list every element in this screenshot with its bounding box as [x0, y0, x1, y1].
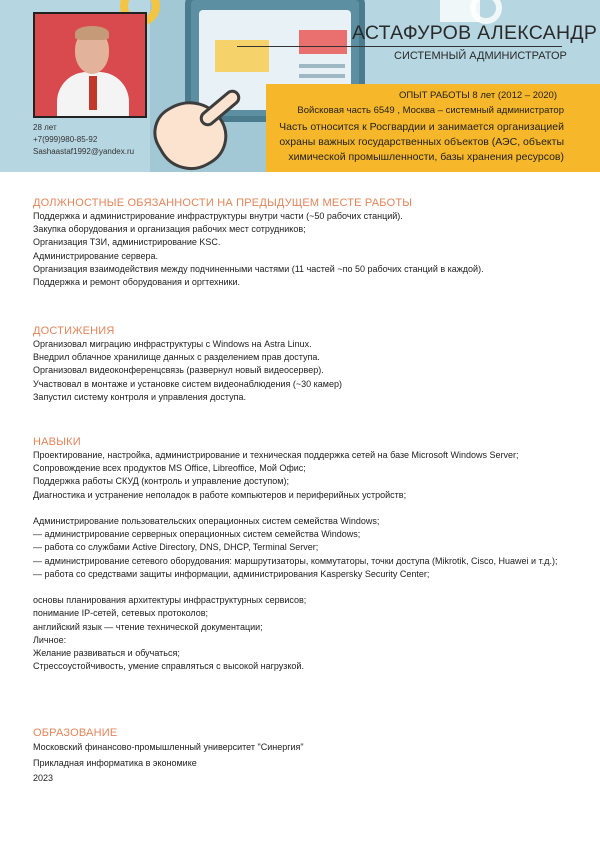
- list-item: Организация взаимодействия между подчиненными частями (11 частей ~по 50 рабочих станций в каждой).: [33, 263, 484, 274]
- list-item: Диагностика и устранение неполадок в работе компьютеров и периферийных устройств;: [33, 489, 407, 500]
- candidate-name: АСТАФУРОВ АЛЕКСАНДР: [352, 22, 598, 44]
- contact-info: [33, 122, 134, 158]
- list-item: Стрессоустойчивость, умение справляться с высокой нагрузкой.: [33, 661, 304, 672]
- list-item: основы планирования архитектуры инфраструктурных сервисов;: [33, 595, 307, 606]
- list-item: Поддержка и администрирование инфраструктуры внутри части (~50 рабочих станций).: [33, 211, 403, 221]
- screen-line: [299, 64, 345, 68]
- name-divider: [237, 46, 562, 47]
- section-title: ДОСТИЖЕНИЯ: [33, 325, 115, 337]
- duties-section: [33, 197, 568, 289]
- profile-photo: [33, 12, 147, 118]
- list-item: Поддержка и ремонт оборудования и оргтехники.: [33, 277, 240, 288]
- section-title: ОБРАЗОВАНИЕ: [33, 727, 118, 739]
- experience-duration: ОПЫТ РАБОТЫ 8 лет (2012 – 2020): [398, 90, 557, 101]
- photo-hair: [75, 26, 109, 40]
- experience-description: Часть относится к Росгвардии и занимается организацией охраны важных государственных объектов (АЭС, объекты химической промышленности, базы хранения ресурсов): [279, 121, 564, 163]
- experience-box: [266, 84, 600, 172]
- list-item: Проектирование, настройка, администрирование и техническая поддержка сетей на базе Microsoft Windows Server;: [33, 450, 519, 460]
- list-item: Администрирование сервера.: [33, 250, 159, 261]
- list-item: Организация ТЗИ, администрирование KSC.: [33, 237, 221, 248]
- section-title: НАВЫКИ: [33, 436, 81, 448]
- list-item: Запустил систему контроля и управления доступа.: [33, 391, 247, 402]
- list-item: Администрирование пользовательских операционных систем семейства Windows;: [33, 516, 380, 526]
- skills-section: [33, 436, 568, 673]
- list-item: Поддержка работы СКУД (контроль и управление доступом);: [33, 476, 289, 487]
- photo-tie: [89, 76, 97, 110]
- spacer: [33, 502, 568, 515]
- achievements-section: [33, 325, 568, 404]
- age-text: 28 лет: [33, 123, 57, 132]
- screen-block-yellow: [215, 40, 269, 72]
- spacer: [33, 581, 568, 594]
- list-item: Участвовал в монтаже и установке систем видеонаблюдения (~30 камер): [33, 378, 342, 389]
- phone-text: +7(999)980-85-92: [33, 135, 98, 144]
- list-item: Личное:: [33, 634, 67, 645]
- education-section: [33, 727, 568, 787]
- candidate-role: СИСТЕМНЫЙ АДМИНИСТРАТОР: [394, 50, 567, 62]
- screen-line: [299, 74, 345, 78]
- list-item: — работа со средствами защиты информации, администрирования Kaspersky Security Center;: [33, 568, 430, 579]
- section-title: ДОЛЖНОСТНЫЕ ОБЯЗАННОСТИ НА ПРЕДЫДУЩЕМ МЕСТЕ РАБОТЫ: [33, 197, 413, 209]
- screen-block-red: [299, 30, 347, 54]
- list-item: Сопровождение всех продуктов MS Office, Libreoffice, Мой Офис;: [33, 463, 306, 474]
- list-item: — работа со службами Active Directory, DNS, DHCP, Terminal Server;: [33, 542, 319, 553]
- list-item: Закупка оборудования и организация рабочих мест сотрудников;: [33, 224, 306, 235]
- list-item: — администрирование сетевого оборудования: маршрутизаторы, коммутаторы, точки доступа (Mikrotik, Cisco, Huawei и т.д.);: [33, 555, 558, 566]
- list-item: Желание развиваться и обучаться;: [33, 648, 180, 659]
- list-item: Организовал видеоконференцсвязь (развернул новый видеосервер).: [33, 365, 324, 376]
- list-item: Московский финансово-промышленный университет "Синергия": [33, 742, 304, 752]
- list-item: Прикладная информатика в экономике: [33, 757, 197, 768]
- list-item: Организовал миграцию инфраструктуры с Windows на Astra Linux.: [33, 339, 312, 349]
- email-text: Sashaastaf1992@yandex.ru: [33, 147, 135, 156]
- list-item: понимание IP-сетей, сетевых протоколов;: [33, 608, 209, 619]
- list-item: — администрирование серверных операционных систем семейства Windows;: [33, 529, 361, 540]
- experience-employer: Войсковая часть 6549 , Москва – системный администратор: [297, 105, 564, 116]
- list-item: Внедрил облачное хранилище данных с разделением прав доступа.: [33, 352, 320, 363]
- list-item: 2023: [33, 773, 54, 784]
- list-item: английский язык — чтение технической документации;: [33, 621, 263, 632]
